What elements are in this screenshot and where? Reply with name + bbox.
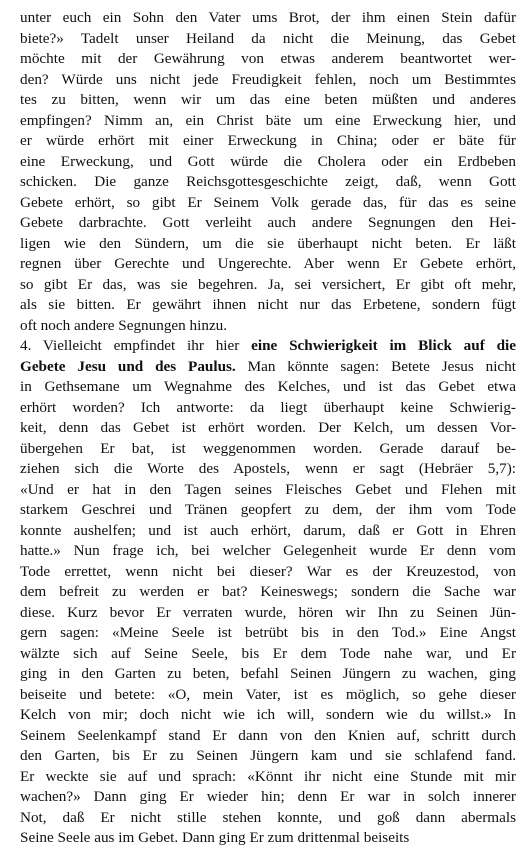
text-line: so gibt Er das, was sie begehren. Ja, sei versichert, Er gibt oft mehr, xyxy=(20,275,516,293)
text-line: keit, denn das Gebet ist erhört worden. Der Kelch, um dessen Vor- xyxy=(20,419,516,436)
text-line: dem befreit zu werden er bat? Keineswegs; sondern die Sache war xyxy=(20,583,516,600)
text-line: regnen über Gerechte und Ungerechte. Aber wenn Er Gebete erhört, xyxy=(20,255,516,272)
text-line: in Gethsemane um Wegnahme des Kelches, und ist das Gebet etwa xyxy=(20,378,516,395)
text-line: ging in den Garten zu beten, befahl Seinen Jüngern zu wachen, ging xyxy=(20,665,516,682)
text-line: konnte aushelfen; und ist auch erhört, darum, daß er Gott in Ehren xyxy=(20,521,516,539)
text-line: empfingen? Nimm an, ein Christ bäte um eine Erweckung hier, und xyxy=(20,111,516,129)
text-line: unter euch ein Sohn den Vater ums Brot, der ihm einen Stein dafür xyxy=(20,9,516,26)
text-line: den? Würde uns nicht jede Freudigkeit fehlen, noch um Bestimmtes xyxy=(20,70,516,88)
text-run: Man könnte sagen: Betete Jesus nicht xyxy=(235,357,516,375)
text-line: Er weckte sie auf und sprach: «Könnt ihr nicht eine Stunde mit mir xyxy=(20,767,516,785)
text-line: biete?» Tadelt unser Heiland da nicht die Meinung, das Gebet xyxy=(20,29,516,47)
text-line: ligen wie den Sündern, um die sie überhaupt nicht beten. Er läßt xyxy=(20,234,516,252)
text-line: den Garten, bis Er zu Seinen Jüngern kam und sie schlafend fand. xyxy=(20,747,516,764)
text-line: wälzte sich auf Seine Seele, bis Er dem Tode nahe war, und Er xyxy=(20,644,516,662)
text-line: Seinem Seelenkampf stand Er dann von den Knien auf, schritt durch xyxy=(20,726,516,744)
text-line: Gebete darbrachte. Gott verleiht auch andere Segnungen den Hei- xyxy=(20,214,516,231)
text-line: Tode errettet, wenn nicht bei dieser? War es der Kreuzestod, von xyxy=(20,562,516,580)
text-line: oft noch andere Segnungen hinzu. xyxy=(20,316,228,334)
text-line: diese. Kurz bevor Er verraten wurde, hören wir Ihn zu Seinen Jün- xyxy=(20,603,516,621)
text-line: beiseite und betete: «O, mein Vater, ist es möglich, so gehe dieser xyxy=(20,685,516,703)
bold-heading-run: Gebete Jesu und des Paulus. xyxy=(20,357,236,375)
text-line: schicken. Die ganze Reichsgottesgeschichte zeigt, daß, wenn Gott xyxy=(20,173,516,190)
text-line: Gebete erhört, so gibt Er Seinem Volk gerade das, für das es seine xyxy=(20,193,516,211)
text-line: «Und er hat in den Tagen seines Fleisches Gebet und Flehen mit xyxy=(20,480,516,498)
text-run: 4. Vielleicht empfindet ihr hier xyxy=(20,337,252,354)
text-line: hatte.» Nun frage ich, bei welcher Gelegenheit wurde Er denn vom xyxy=(20,542,516,559)
text-line: gern sagen: «Meine Seele ist betrübt bis in den Tod.» Eine Angst xyxy=(20,624,516,641)
bold-heading-run: eine Schwierigkeit im Blick auf die xyxy=(251,337,516,354)
text-line: Not, daß Er nicht stille stehen konnte, und goß dann abermals xyxy=(20,808,516,826)
text-line: möchte mit der Gewährung von etwas anderem beantwortet wer- xyxy=(20,50,516,67)
text-line xyxy=(20,336,516,357)
text-line: erhört worden? Ich antworte: da liegt überhaupt keine Schwierig- xyxy=(20,398,516,416)
text-line: wachen?» Dann ging Er wieder hin; denn Er war in solch innerer xyxy=(20,788,516,805)
text-line: starkem Geschrei und Tränen geopfert zu dem, der ihm vom Tode xyxy=(20,501,516,518)
book-page xyxy=(20,8,516,849)
text-line: übergehen Er bat, ist weggenommen worden. Gerade darauf be- xyxy=(20,439,516,457)
text-line: eine Erweckung, und Gott würde die Cholera oder ein Erdbeben xyxy=(20,152,516,170)
text-line: er würde erhört mit einer Erweckung in China; oder er bäte für xyxy=(20,132,516,149)
text-line: Kelch von mir; doch nicht wie ich will, sondern wie du willst.» In xyxy=(20,706,516,723)
text-line: tes zu bitten, wenn wir um das eine beten müßten und anderes xyxy=(20,91,516,108)
text-line: Seine Seele aus im Gebet. Dann ging Er zum drittenmal beiseits xyxy=(20,829,410,846)
text-line: ziehen sich die Worte des Apostels, wenn er sagt (Hebräer 5,7): xyxy=(20,460,516,477)
text-line: als sie bitten. Er gewährt ihnen nicht nur das Erbetene, sondern fügt xyxy=(20,296,516,313)
text-line xyxy=(20,357,516,378)
